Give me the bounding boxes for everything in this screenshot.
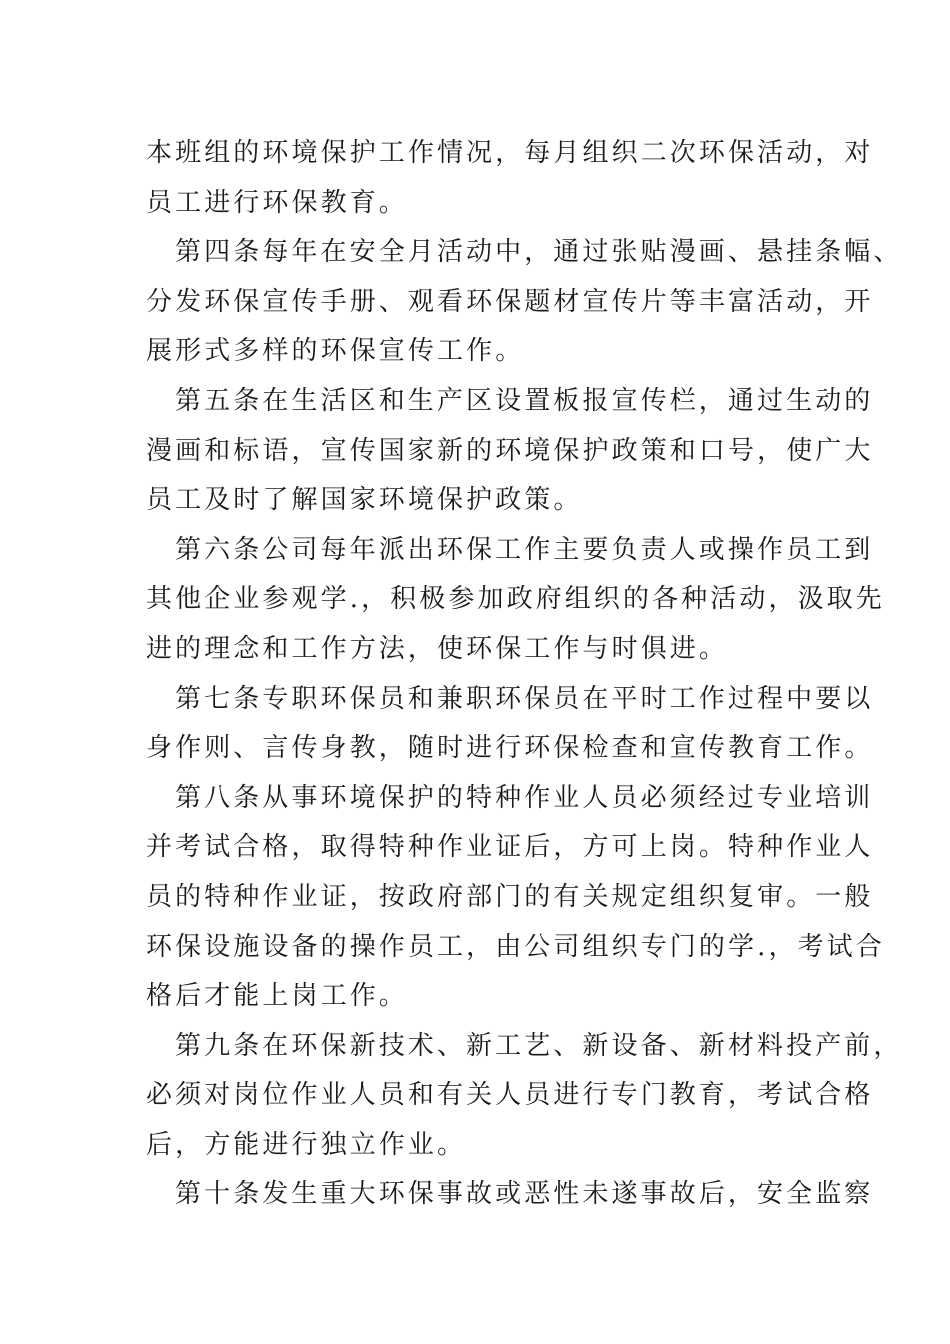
text-line: 员工及时了解国家环境保护政策。 — [146, 485, 583, 516]
text-line: 其他企业参观学.，积极参加政府组织的各种活动，汲取先 — [146, 584, 885, 615]
text-line: 环保设施设备的操作员工，由公司组织专门的学.，考试合 — [146, 931, 885, 962]
text-line: 第十条发生重大环保事故或恶性未遂事故后，安全监察 — [175, 1179, 874, 1210]
text-line: 展形式多样的环保宣传工作。 — [146, 336, 525, 367]
text-line: 员工进行环保教育。 — [146, 187, 408, 218]
text-line: 进的理念和工作方法，使环保工作与时俱进。 — [146, 633, 729, 664]
text-line: 第六条公司每年派出环保工作主要负责人或操作员工到 — [175, 534, 874, 565]
paragraph-env-report — [146, 129, 874, 228]
text-line: 漫画和标语，宣传国家新的环境保护政策和口号，使广大 — [146, 435, 874, 466]
text-line: 并考试合格，取得特种作业证后，方可上岗。特种作业人 — [146, 832, 874, 863]
text-line: 第四条每年在安全月活动中，通过张贴漫画、悬挂条幅、 — [175, 237, 903, 268]
text-line: 必须对岗位作业人员和有关人员进行专门教育，考试合格 — [146, 1080, 874, 1111]
text-line: 身作则、言传身教，随时进行环保检查和宣传教育工作。 — [146, 733, 874, 764]
text-line: 后，方能进行独立作业。 — [146, 1129, 467, 1160]
text-line: 员的特种作业证，按政府部门的有关规定组织复审。一般 — [146, 881, 874, 912]
text-line: 第七条专职环保员和兼职环保员在平时工作过程中要以 — [175, 683, 874, 714]
paragraph-article-5 — [146, 377, 874, 526]
text-line: 第八条从事环境保护的特种作业人员必须经过专业培训 — [175, 782, 874, 813]
text-line: 第五条在生活区和生产区设置板报宣传栏，通过生动的 — [175, 385, 874, 416]
text-line: 第九条在环保新技术、新工艺、新设备、新材料投产前， — [175, 1030, 903, 1061]
text-line: 分发环保宣传手册、观看环保题材宣传片等丰富活动，开 — [146, 286, 874, 317]
paragraph-article-8 — [146, 774, 885, 1022]
text-line: 格后才能上岗工作。 — [146, 981, 408, 1012]
text-line: 本班组的环境保护工作情况，每月组织二次环保活动，对 — [146, 138, 874, 168]
paragraph-article-6 — [146, 526, 885, 675]
paragraph-article-9 — [146, 1022, 903, 1171]
paragraph-article-7 — [146, 675, 874, 774]
document-body — [146, 129, 903, 1220]
paragraph-article-4 — [146, 228, 903, 377]
paragraph-article-10 — [146, 1170, 874, 1220]
